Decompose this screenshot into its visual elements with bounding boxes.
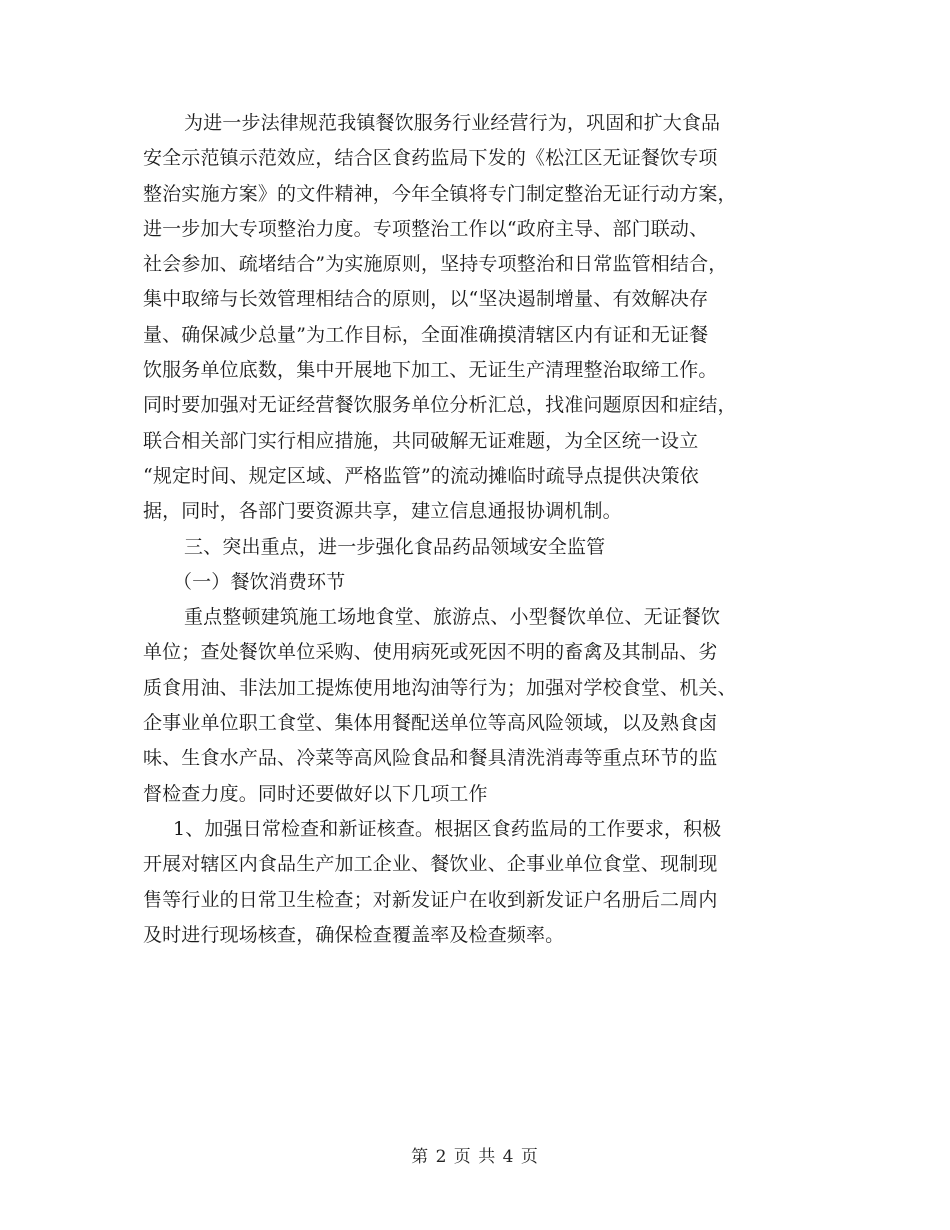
paragraph-line: 为进一步法律规范我镇餐饮服务行业经营行为，巩固和扩大食品 (184, 112, 721, 134)
page-footer: 第 2 页 共 4 页 (411, 1147, 539, 1167)
subsection-heading: （一）餐饮消费环节 (173, 570, 346, 593)
paragraph-line: 整治实施方案》的文件精神，今年全镇将专门制定整治无证行动方案， (143, 182, 737, 205)
paragraph-line: 味、生食水产品、冷菜等高风险食品和餐具清洗消毒等重点环节的监 (143, 747, 718, 770)
paragraph-line: 及时进行现场核查，确保检查覆盖率及检查频率。 (143, 923, 565, 946)
paragraph-line: 量、确保减少总量”为工作目标，全面准确摸清辖区内有证和无证餐 (143, 323, 709, 346)
document-body (143, 106, 811, 953)
paragraph-line: 企事业单位职工食堂、集体用餐配送单位等高风险领域，以及熟食卤 (143, 712, 718, 735)
paragraph-line: 据，同时，各部门要资源共享，建立信息通报协调机制。 (143, 500, 622, 523)
paragraph-line: 督检查力度。同时还要做好以下几项工作 (143, 782, 488, 805)
paragraph-line: 联合相关部门实行相应措施，共同破解无证难题，为全区统一设立 (143, 429, 699, 452)
paragraph-line: 开展对辖区内食品生产加工企业、餐饮业、企事业单位食堂、现制现 (143, 853, 718, 876)
paragraph-line: 进一步加大专项整治力度。专项整治工作以“政府主导、部门联动、 (143, 217, 709, 240)
paragraph-line: “规定时间、规定区域、严格监管”的流动摊临时疏导点提供决策依 (143, 464, 699, 487)
paragraph-line: 重点整顿建筑施工场地食堂、旅游点、小型餐饮单位、无证餐饮 (184, 606, 721, 629)
section-heading: 三、突出重点，进一步强化食品药品领域安全监管 (184, 535, 606, 558)
paragraph-line: 集中取缔与长效管理相结合的原则，以“坚决遏制增量、有效解决存 (143, 288, 709, 311)
paragraph-line: 单位；查处餐饮单位采购、使用病死或死因不明的畜禽及其制品、劣 (143, 641, 718, 664)
list-item-heading: 1、加强日常检查和新证核查。根据区食药监局的工作要求，积极 (173, 817, 722, 840)
paragraph-line: 社会参加、疏堵结合”为实施原则，坚持专项整治和日常监管相结合， (143, 253, 728, 276)
paragraph-line: 售等行业的日常卫生检查；对新发证户在收到新发证户名册后二周内 (143, 888, 718, 911)
paragraph-line: 安全示范镇示范效应，结合区食药监局下发的《松江区无证餐饮专项 (143, 147, 718, 170)
paragraph-line: 饮服务单位底数，集中开展地下加工、无证生产清理整治取缔工作。 (143, 359, 718, 382)
paragraph-line: 质食用油、非法加工提炼使用地沟油等行为；加强对学校食堂、机关、 (143, 676, 737, 699)
paragraph-line: 同时要加强对无证经营餐饮服务单位分析汇总，找准问题原因和症结， (143, 394, 737, 417)
